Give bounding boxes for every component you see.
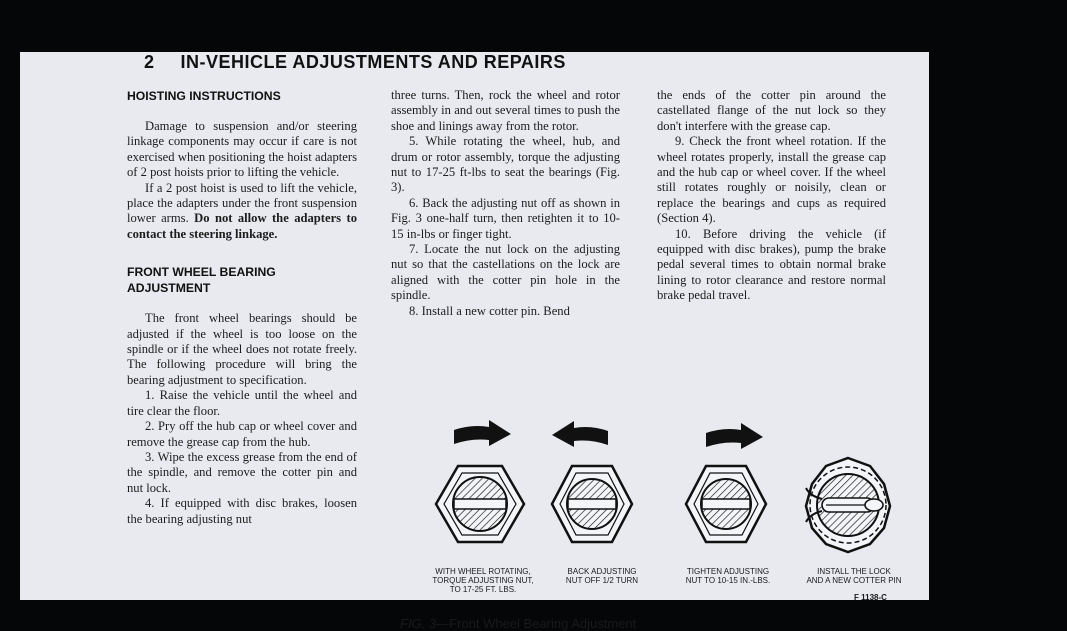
caption-1-line-1: WITH WHEEL ROTATING, xyxy=(435,567,531,576)
caption-3-line-1: TIGHTEN ADJUSTING xyxy=(686,567,770,576)
hoisting-paragraph-1: Damage to suspension and/or steering linkage components may occur if care is not exercised when positioning the hoist adapters of 2 post hoists prior to lifting the vehicle. xyxy=(127,119,357,180)
column-1 xyxy=(127,88,357,527)
caption-3-line-2: NUT TO 10-15 IN.-LBS. xyxy=(685,576,771,585)
figure-illustration xyxy=(390,372,929,600)
hoisting-heading: HOISTING INSTRUCTIONS xyxy=(127,89,281,103)
caption-1-line-2: TORQUE ADJUSTING NUT, xyxy=(432,576,534,585)
column-2 xyxy=(391,88,620,319)
caption-2-line-1: BACK ADJUSTING xyxy=(567,567,637,576)
step-8: 8. Install a new cotter pin. Bend xyxy=(409,303,570,318)
arrow-right-icon xyxy=(454,420,511,446)
hex-nut-icon xyxy=(686,466,766,542)
page-number: 2 xyxy=(144,52,155,72)
step-9: 9. Check the front wheel rotation. If the wheel rotates properly, install the grease cap and the hub cap or wheel cover. If the wheel still rotates roughly or noisily, clean or replace the bearings and cups as required (Section 4). xyxy=(657,134,886,226)
figure-label: FIG. 3 xyxy=(400,616,437,631)
figure-3 xyxy=(390,372,929,631)
caption-4 xyxy=(794,567,914,585)
caption-2 xyxy=(552,567,652,585)
hex-nut-icon xyxy=(552,466,632,542)
step-10: 10. Before driving the vehicle (if equipped with disc brakes), pump the brake pedal several times to obtain normal brake lining to rotor clearance and restore normal brake pedal travel. xyxy=(657,226,886,303)
continued-text-2: the ends of the cotter pin around the castellated flange of the nut lock so they don't interfere with the grease cap. xyxy=(657,88,886,133)
bearing-intro: The front wheel bearings should be adjusted if the wheel is too loose on the spindle or if the wheel does not rotate freely. The following procedure will bring the bearing adjustment to specification. xyxy=(127,311,357,387)
figure-title-text: —Front Wheel Bearing Adjustment xyxy=(436,616,637,631)
step-5: 5. While rotating the wheel, hub, and drum or rotor assembly, torque the adjusting nut to 17-25 ft-lbs to seat the bearings (Fig. 3). xyxy=(391,134,620,195)
hoisting-paragraph-2-text: If a 2 post hoist is used to lift the vehicle, place the adapters under the front suspension lower arms. xyxy=(127,180,357,226)
step-3: 3. Wipe the excess grease from the end of the spindle, and remove the cotter pin and nut lock. xyxy=(127,449,357,495)
step-6: 6. Back the adjusting nut off as shown in Fig. 3 one-half turn, then retighten it to 10-15 in-lbs or finger tight. xyxy=(391,195,620,241)
step-2: 2. Pry off the hub cap or wheel cover and remove the grease cap from the hub. xyxy=(127,419,357,449)
page-header xyxy=(144,52,566,73)
hoisting-paragraph-2 xyxy=(127,181,357,243)
bearing-heading: FRONT WHEEL BEARING ADJUSTMENT xyxy=(127,265,276,296)
caption-1 xyxy=(420,567,546,594)
step-7: 7. Locate the nut lock on the adjusting nut so that the castellations on the lock are aligned with the cotter pin hole in the spindle. xyxy=(391,242,620,303)
step-4: 4. If equipped with disc brakes, loosen the bearing adjusting nut xyxy=(127,496,357,526)
step-1: 1. Raise the vehicle until the wheel and tire clear the floor. xyxy=(127,388,357,418)
caption-4-line-1: INSTALL THE LOCK xyxy=(817,567,891,576)
column-3 xyxy=(657,88,886,304)
caption-4-line-2: AND A NEW COTTER PIN xyxy=(806,576,902,585)
figure-title xyxy=(400,616,636,631)
page-title: IN-VEHICLE ADJUSTMENTS AND REPAIRS xyxy=(180,52,566,72)
caption-2-line-2: NUT OFF 1/2 TURN xyxy=(565,576,639,585)
continued-text: three turns. Then, rock the wheel and rotor assembly in and out several times to push the shoe and linings away from the rotor. xyxy=(391,88,620,133)
caption-1-line-3: TO 17-25 FT. LBS. xyxy=(449,585,517,594)
arrow-left-icon xyxy=(552,421,608,447)
nut-lock-cotter-pin-icon xyxy=(806,458,890,552)
figure-code: F 1138-C xyxy=(854,593,887,602)
hex-nut-icon xyxy=(436,466,524,542)
arrow-right-icon xyxy=(706,423,763,449)
caption-3 xyxy=(668,567,788,585)
manual-page xyxy=(20,52,929,631)
hoisting-warning: Do not allow the adapters to contact the steering linkage. xyxy=(127,211,357,241)
